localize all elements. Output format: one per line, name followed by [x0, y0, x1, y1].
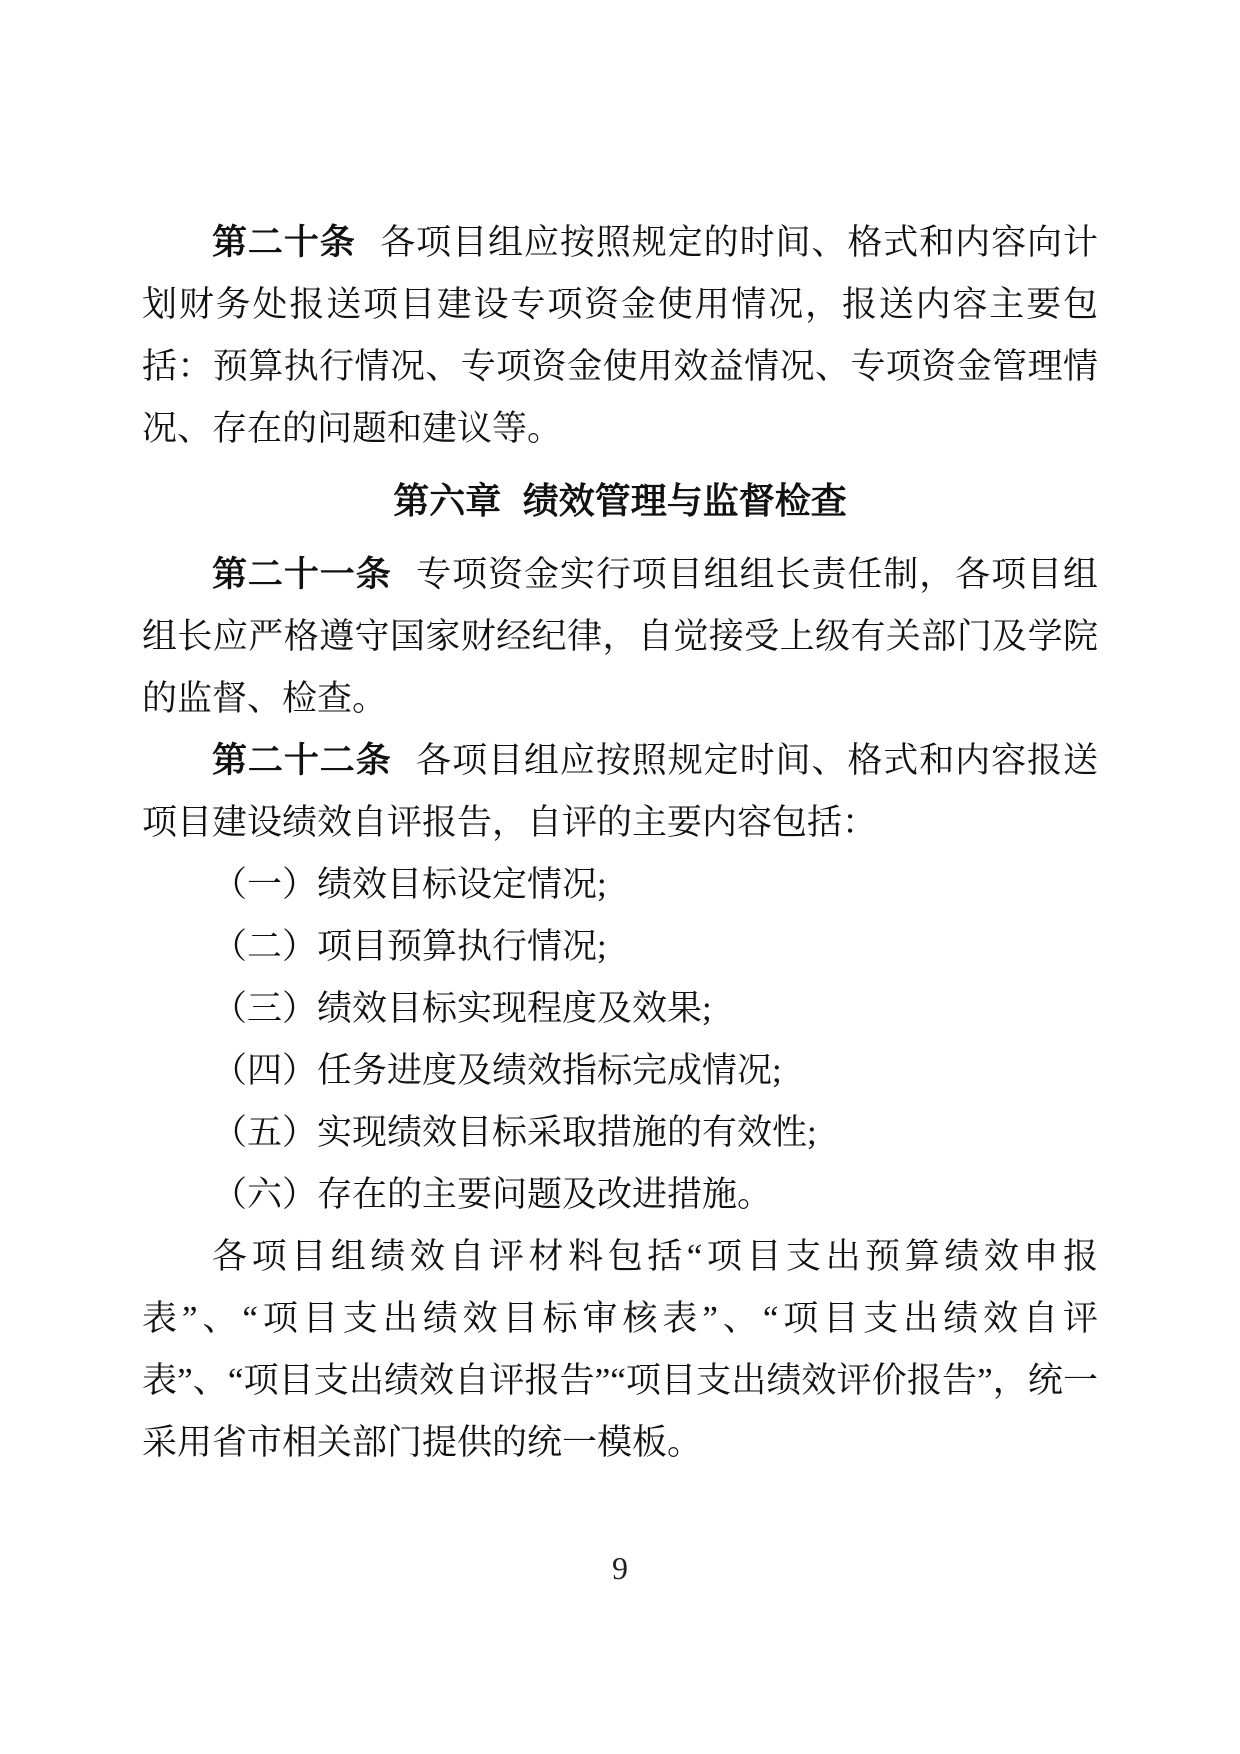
- self-evaluation-list-item-4: （四）任务进度及绩效指标完成情况;: [212, 1051, 782, 1090]
- self-evaluation-list-item-3: （三）绩效目标实现程度及效果;: [212, 989, 712, 1028]
- article-20-number: 第二十条: [212, 223, 356, 262]
- closing-paragraph: 各项目组绩效自评材料包括“项目支出预算绩效申报表”、“项目支出绩效目标审核表”、“项目支出绩效自评表”、“项目支出绩效自评报告”“项目支出绩效评价报告”，统一采用省市相关部门提供的统一模板。: [142, 1237, 1098, 1462]
- article-21-number: 第二十一条: [212, 555, 392, 594]
- article-20-paragraph: [142, 212, 1098, 460]
- self-evaluation-list-item-5: （五）实现绩效目标采取措施的有效性;: [212, 1113, 817, 1152]
- page-content: [142, 212, 1098, 1474]
- article-22-number: 第二十二条: [212, 741, 392, 780]
- page-number: 9: [612, 1550, 628, 1586]
- article-22-text: 各项目组应按照规定时间、格式和内容报送项目建设绩效自评报告，自评的主要内容包括：: [142, 741, 1098, 842]
- self-evaluation-list-item-1: （一）绩效目标设定情况;: [212, 865, 607, 904]
- article-21-paragraph: [142, 544, 1098, 730]
- chapter-heading: [142, 470, 1098, 532]
- self-evaluation-list-item-6: （六）存在的主要问题及改进措施。: [212, 1175, 773, 1214]
- chapter-number: 第六章: [393, 480, 502, 521]
- article-21-text: 专项资金实行项目组组长责任制，各项目组组长应严格遵守国家财经纪律，自觉接受上级有关部门及学院的监督、检查。: [142, 555, 1098, 718]
- article-20-text: 各项目组应按照规定的时间、格式和内容向计划财务处报送项目建设专项资金使用情况，报送内容主要包括：预算执行情况、专项资金使用效益情况、专项资金管理情况、存在的问题和建议等。: [142, 223, 1098, 448]
- chapter-title: 绩效管理与监督检查: [522, 480, 847, 521]
- self-evaluation-list-item-2: （二）项目预算执行情况;: [212, 927, 607, 966]
- article-22-paragraph: [142, 730, 1098, 854]
